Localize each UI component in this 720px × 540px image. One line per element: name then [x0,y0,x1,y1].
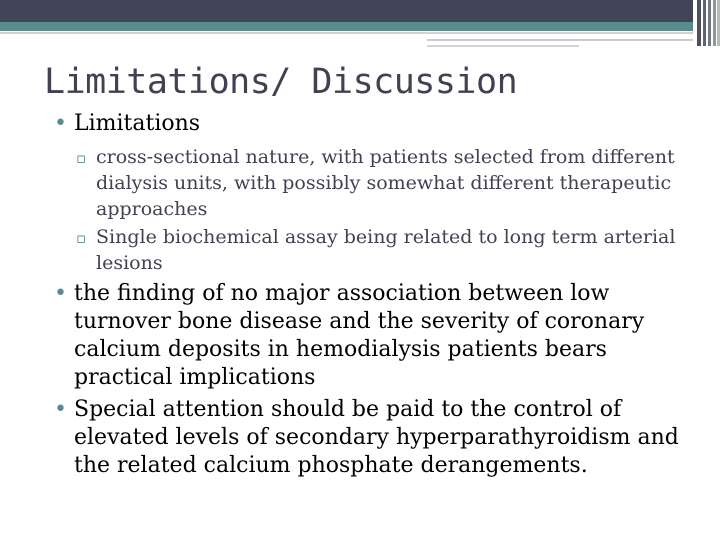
bullet-text: the finding of no major association between low turnover bone disease and the severity of coronary calcium deposits in hemodialysis patients bears practical implications [74,281,645,390]
bullet-square-outline-icon: ▫ [76,149,87,167]
bullet-text: Limitations [74,111,201,136]
top-divider-line [0,32,693,34]
sub-bullet-list [74,144,684,276]
slide-body [52,110,684,484]
bullet-dot-icon: • [54,397,67,422]
sub-bullet-item [74,144,684,222]
sub-bullet-item [74,224,684,276]
decorative-line [427,39,693,41]
corner-stripe [708,0,711,46]
corner-stripe [697,0,701,46]
bullet-dot-icon: • [54,281,67,306]
sub-bullet-text: Single biochemical assay being related to long term arterial lesions [96,226,676,274]
top-banner [0,0,693,22]
slide-title: Limitations/ Discussion [44,62,518,102]
top-accent-line [0,22,693,31]
bullet-dot-icon: • [54,111,67,136]
corner-stripe [713,0,716,46]
bullet-limitations [52,110,684,276]
sub-bullet-text: cross-sectional nature, with patients selected from different dialysis units, with possibly somewhat different therapeutic approaches [96,146,675,220]
decorative-line [427,45,579,47]
corner-stripe [703,0,706,46]
bullet-finding [52,280,684,392]
bullet-text: Special attention should be paid to the control of elevated levels of secondary hyperparathyroidism and the related calcium phosphate derangements. [74,397,679,478]
bullet-square-outline-icon: ▫ [76,229,87,247]
bullet-special-attention [52,396,684,480]
